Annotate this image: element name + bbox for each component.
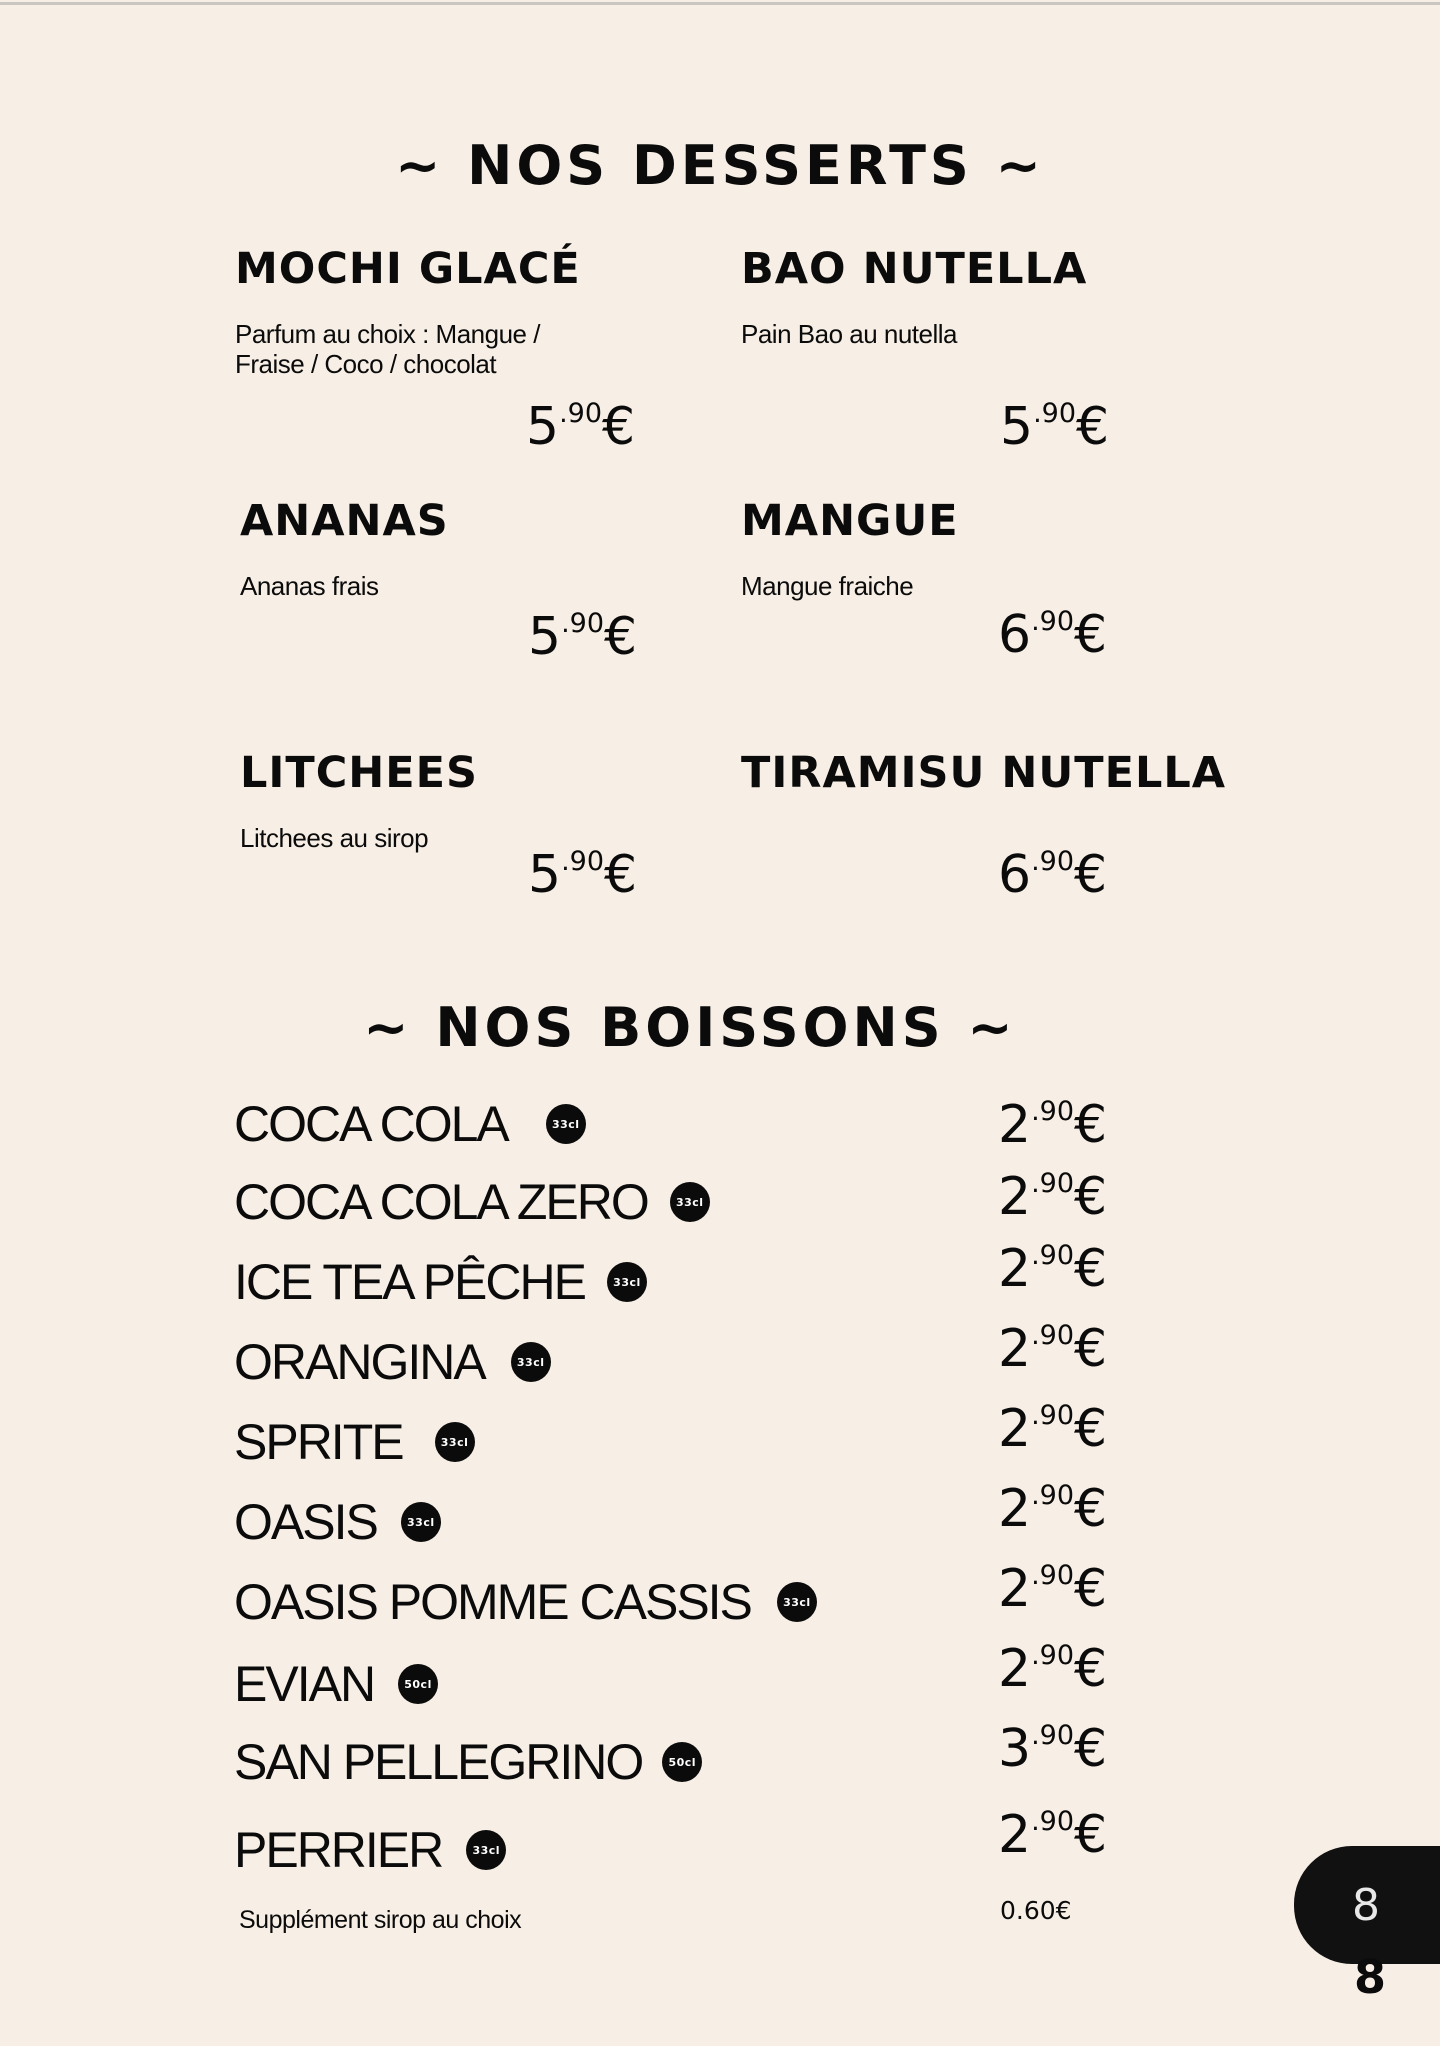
dessert-price: $5^{.90}€$ (528, 845, 638, 905)
drink-name: OASIS POMME CASSIS (234, 1574, 751, 1630)
drink-price: $2^{.90}€$ (998, 1479, 1108, 1539)
drink-row (234, 1094, 586, 1154)
drink-name: COCA COLA ZERO (234, 1174, 648, 1230)
dessert-description: Pain Bao au nutella (741, 319, 958, 349)
drink-row (234, 1172, 710, 1232)
dessert-name: MOCHI GLACÉ (235, 244, 581, 294)
drink-price: $2^{.90}€$ (998, 1805, 1108, 1865)
dessert-name: ANANAS (240, 496, 449, 546)
drink-price: $2^{.90}€$ (998, 1559, 1108, 1619)
drink-price: $2^{.90}€$ (998, 1167, 1108, 1227)
drink-name: SPRITE (234, 1414, 403, 1470)
drink-price: $2^{.90}€$ (998, 1239, 1108, 1299)
dessert-description: Mangue fraiche (741, 571, 914, 601)
drink-name: ICE TEA PÊCHE (234, 1254, 585, 1310)
drink-row (234, 1572, 817, 1632)
size-badge: 33cl (607, 1262, 647, 1302)
dessert-name: TIRAMISU NUTELLA (741, 748, 1227, 798)
drink-row (234, 1732, 702, 1792)
dessert-description: Ananas frais (240, 571, 379, 601)
drink-price: $2^{.90}€$ (998, 1319, 1108, 1379)
dessert-name: BAO NUTELLA (741, 244, 1088, 294)
dessert-price: $5^{.90}€$ (526, 397, 636, 457)
supplement-label: Supplément sirop au choix (239, 1906, 522, 1934)
drink-row (234, 1412, 475, 1472)
size-badge: 33cl (435, 1422, 475, 1462)
drink-row (234, 1332, 551, 1392)
supplement-price: 0.60€ (1000, 1896, 1072, 1925)
size-badge: 33cl (401, 1502, 441, 1542)
drink-row (234, 1654, 438, 1714)
drink-name: COCA COLA (234, 1096, 508, 1152)
drink-name: ORANGINA (234, 1334, 485, 1390)
size-badge: 33cl (777, 1582, 817, 1622)
dessert-name: MANGUE (741, 496, 959, 546)
dessert-price: $6^{.90}€$ (998, 605, 1108, 665)
drink-row (234, 1492, 441, 1552)
size-badge: 33cl (546, 1104, 586, 1144)
drink-price: $2^{.90}€$ (998, 1095, 1108, 1155)
size-badge: 33cl (466, 1830, 506, 1870)
drink-name: OASIS (234, 1494, 377, 1550)
dessert-price: $5^{.90}€$ (528, 607, 638, 667)
top-divider (0, 2, 1440, 5)
dessert-price: $6^{.90}€$ (998, 845, 1108, 905)
drink-price: $2^{.90}€$ (998, 1399, 1108, 1459)
page-number: 8 (1353, 1950, 1386, 2004)
drinks-title: ~ NOS BOISSONS ~ (363, 996, 1017, 1059)
drink-row (234, 1252, 647, 1312)
dessert-price: $5^{.90}€$ (1000, 397, 1110, 457)
drink-name: SAN PELLEGRINO (234, 1734, 643, 1790)
dessert-description: Parfum au choix : Mangue / Fraise / Coco / chocolat (235, 319, 540, 379)
size-badge: 33cl (511, 1342, 551, 1382)
drink-price: $2^{.90}€$ (998, 1639, 1108, 1699)
drink-name: EVIAN (234, 1656, 375, 1712)
desserts-title: ~ NOS DESSERTS ~ (395, 134, 1045, 197)
size-badge: 33cl (670, 1182, 710, 1222)
size-badge: 50cl (398, 1664, 438, 1704)
dessert-description: Litchees au sirop (240, 823, 429, 853)
page-tab-number[interactable]: 8 (1352, 1880, 1380, 1931)
dessert-name: LITCHEES (240, 748, 478, 798)
size-badge: 50cl (662, 1742, 702, 1782)
drink-row (234, 1820, 506, 1880)
drink-name: PERRIER (234, 1822, 443, 1878)
drink-price: $3^{.90}€$ (998, 1719, 1108, 1779)
